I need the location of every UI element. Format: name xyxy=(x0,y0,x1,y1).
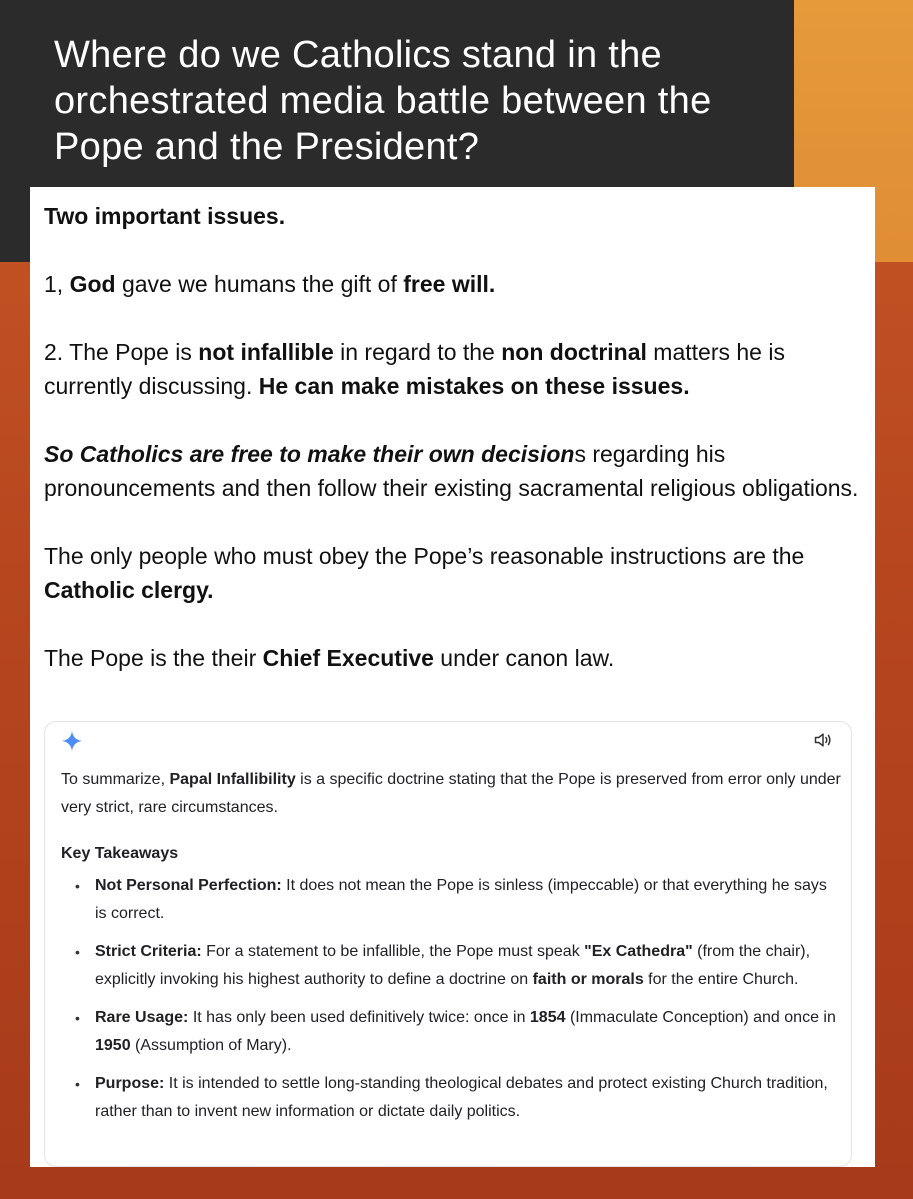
slide-title: Where do we Catholics stand in the orchestrated media battle between the Pope and the President? xyxy=(54,34,712,168)
bullet-icon: • xyxy=(75,1076,80,1092)
executive-paragraph: The Pope is the their Chief Executive under canon law. xyxy=(44,645,615,671)
ai-intro: To summarize, Papal Infallibility is a specific doctrine stating that the Pope is preserved from error only under very strict, rare circumstances. xyxy=(61,771,841,816)
speaker-icon[interactable] xyxy=(813,730,833,750)
point-one: 1, God gave we humans the gift of free will. xyxy=(44,271,496,297)
list-item: • Strict Criteria: For a statement to be infallible, the Pope must speak "Ex Cathedra" (from the chair), explicitly invoking his highest authority to define a doctrine on faith or morals for the entire Church. xyxy=(61,938,841,994)
issues-heading: Two important issues. xyxy=(44,203,286,229)
ai-summary-content xyxy=(61,766,841,1136)
post-card xyxy=(30,187,875,1167)
post-body xyxy=(44,199,864,675)
sparkle-icon xyxy=(61,730,83,752)
bullet-icon: • xyxy=(75,944,80,960)
point-two: 2. The Pope is not infallible in regard to the non doctrinal matters he is currently discussing. He can make mistakes on these issues. xyxy=(44,339,785,399)
list-item: • Rare Usage: It has only been used definitively twice: once in 1854 (Immaculate Conception) and once in 1950 (Assumption of Mary). xyxy=(61,1004,841,1060)
bullet-icon: • xyxy=(75,878,80,894)
bullet-icon: • xyxy=(75,1010,80,1026)
key-takeaways-heading: Key Takeaways xyxy=(61,845,179,862)
ai-summary-panel xyxy=(44,721,852,1167)
free-decisions-paragraph: So Catholics are free to make their own decisions regarding his pronouncements and then follow their existing sacramental religious obligations. xyxy=(44,441,859,501)
clergy-paragraph: The only people who must obey the Pope’s reasonable instructions are the Catholic clergy. xyxy=(44,543,805,603)
takeaways-list xyxy=(61,872,841,1126)
list-item: • Not Personal Perfection: It does not mean the Pope is sinless (impeccable) or that everything he says is correct. xyxy=(61,872,841,928)
list-item: • Purpose: It is intended to settle long-standing theological debates and protect existing Church tradition, rather than to invent new information or dictate daily politics. xyxy=(61,1070,841,1126)
